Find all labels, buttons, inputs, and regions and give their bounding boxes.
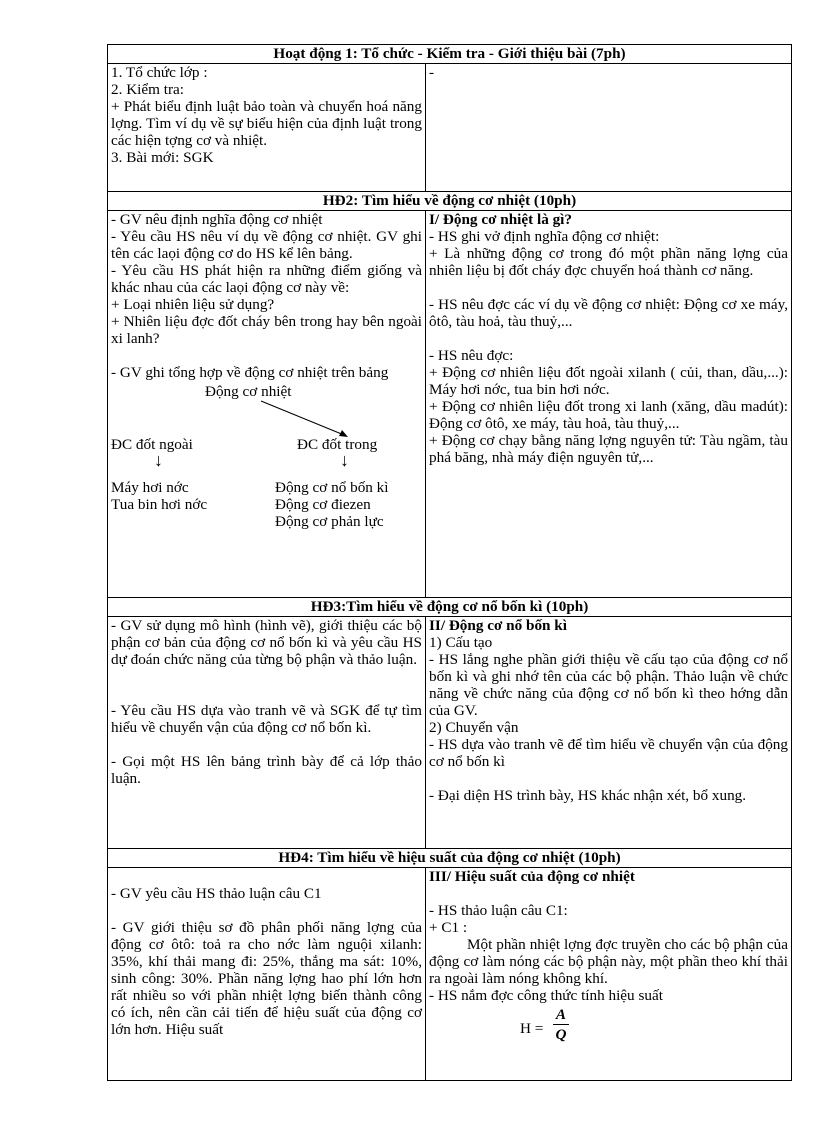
hd1-teacher-cell xyxy=(108,64,426,192)
diagram-right-item: Động cơ nổ bốn kì xyxy=(275,479,389,496)
formula-denominator: Q xyxy=(555,1026,567,1043)
hd2-title: HĐ2: Tìm hiểu về động cơ nhiệt (10ph) xyxy=(108,192,792,211)
hd4-teacher-cell xyxy=(108,868,426,1081)
formula-fraction xyxy=(553,1006,569,1043)
hd3-left-line: - Yêu cầu HS dựa vào tranh vẽ và SGK để tự tìm hiểu về chuyển vận của động cơ nổ bốn kì. xyxy=(111,702,422,736)
hd2-right-line: - HS ghi vở định nghĩa động cơ nhiệt: xyxy=(429,228,660,245)
hd1-student-cell xyxy=(426,64,792,192)
hd2-left-line: - GV nêu định nghĩa động cơ nhiệt xyxy=(111,211,323,228)
hd3-right-line: 1) Cấu tạo xyxy=(429,634,493,651)
hd2-teacher-cell xyxy=(108,211,426,598)
hd2-right-line: - HS nêu đợc các ví dụ về động cơ nhiệt: Động cơ xe máy, ôtô, tàu hoả, tàu thuỷ,... xyxy=(429,296,788,330)
hd1-left-line: 2. Kiểm tra: xyxy=(111,81,184,98)
hd2-section-title: I/ Động cơ nhiệt là gì? xyxy=(429,211,572,228)
hd4-student-cell xyxy=(426,868,792,1081)
hd4-right-line: + C1 : xyxy=(429,919,468,936)
hd2-right-line: + Động cơ nhiên liệu đốt trong xi lanh (xăng, dầu madút): Động cơ ôtô, xe máy, tàu hoả, tàu thuỷ,... xyxy=(429,398,788,432)
hd2-left-line: - GV ghi tổng hợp về động cơ nhiệt trên bảng xyxy=(111,364,389,381)
hd3-header-row xyxy=(108,598,792,617)
diagram-left-item: Tua bin hơi nớc xyxy=(111,496,208,513)
hd3-right-line: 2) Chuyển vận xyxy=(429,719,519,736)
hd1-content-row xyxy=(108,64,792,192)
hd2-content-row xyxy=(108,211,792,598)
hd4-content-row xyxy=(108,868,792,1081)
hd4-title: HĐ4: Tìm hiểu về hiệu suất của động cơ nhiệt (10ph) xyxy=(108,849,792,868)
hd4-left-line: - GV giới thiệu sơ đồ phân phối năng lợng của động cơ ôtô: toả ra cho nớc làm nguội xilanh: 35%, khí thải mang đi: 25%, thắng ma sát: 10%, sinh công: 30%. Phần năng lợng hao phí lớn hơn rất nhiều so với phần nhiệt lợng biến thành công có ích, nên cần cải tiến để hiệu suất của động cơ lớn hơn. Hiệu suất xyxy=(111,919,422,1038)
hd4-right-line: Một phần nhiệt lợng đợc truyền cho các bộ phận của động cơ làm nóng các bộ phận này, một phần theo khí thải ra ngoài làm nóng không khí. xyxy=(429,936,788,987)
hd4-header-row xyxy=(108,849,792,868)
lesson-plan-table xyxy=(107,44,792,1081)
formula-lhs: H = xyxy=(520,1020,544,1037)
hd1-right-text: - xyxy=(429,64,435,81)
diagram-right-item: Động cơ phản lực xyxy=(275,513,384,530)
diagram-left-item: Máy hơi nớc xyxy=(111,479,189,496)
hd1-header-row xyxy=(108,45,792,64)
hd3-right-line: - Đại diện HS trình bày, HS khác nhận xét, bổ xung. xyxy=(429,787,747,804)
hd1-left-line: 1. Tổ chức lớp : xyxy=(111,64,208,81)
hd2-right-line: + Là những động cơ trong đó một phần năng lợng của nhiên liệu bị đốt cháy đợc chuyển hoá thành cơ năng. xyxy=(429,245,788,279)
hd3-right-line: - HS dựa vào tranh vẽ để tìm hiểu về chuyển vận của động cơ nổ bốn kì xyxy=(429,736,788,770)
hd3-left-line: - GV sử dụng mô hình (hình vẽ), giới thiệu các bộ phận cơ bản của động cơ nổ bốn kì và yêu cầu HS dự đoán chức năng của từng bộ phận và thảo luận. xyxy=(111,617,422,668)
hd3-student-cell xyxy=(426,617,792,849)
hd2-left-line: - Yêu cầu HS nêu ví dụ về động cơ nhiệt. GV ghi tên các laọi động cơ do HS kể lên bảng. xyxy=(111,228,422,262)
hd1-title: Hoạt động 1: Tổ chức - Kiểm tra - Giới thiệu bài (7ph) xyxy=(108,45,792,64)
hd2-right-line: - HS nêu đợc: xyxy=(429,347,514,364)
hd1-left-line: 3. Bài mới: SGK xyxy=(111,149,214,166)
hd3-content-row xyxy=(108,617,792,849)
formula-numerator: A xyxy=(555,1006,567,1023)
diagram-branch-left: ĐC đốt ngoài xyxy=(111,436,193,453)
hd3-left-line: - Gọi một HS lên bảng trình bày để cả lớp thảo luận. xyxy=(111,753,422,787)
hd4-section-title: III/ Hiệu suất của động cơ nhiệt xyxy=(429,868,635,885)
hd3-section-title: II/ Động cơ nổ bốn kì xyxy=(429,617,567,634)
hd2-right-line: + Động cơ chạy bằng năng lợng nguyên tử: Tàu ngầm, tàu phá băng, nhà máy điện nguyên tử,... xyxy=(429,432,788,466)
hd1-left-line: + Phát biểu định luật bảo toàn và chuyển hoá năng lợng. Tìm ví dụ về sự biểu hiện của định luật trong các hiện tợng cơ và nhiệt. xyxy=(111,98,422,149)
down-arrow-icon: ↓ xyxy=(154,450,163,470)
hd2-left-line: + Nhiên liệu đợc đốt cháy bên trong hay bên ngoài xi lanh? xyxy=(111,313,422,347)
hd2-header-row xyxy=(108,192,792,211)
hd4-right-line: - HS thảo luận câu C1: xyxy=(429,902,568,919)
diagram-root: Động cơ nhiệt xyxy=(205,383,292,400)
diagram-branch-right: ĐC đốt trong xyxy=(297,436,378,453)
hd3-right-line: - HS lắng nghe phần giới thiệu về cấu tạo của động cơ nổ bốn kì và ghi nhớ tên của các bộ phận. Thảo luận về chức năng về chức năng của động cơ nổ bốn kì theo hớng dẫn của GV. xyxy=(429,651,788,719)
hd2-left-line: - Yêu cầu HS phát hiện ra những điểm giống và khác nhau của các laọi động cơ này về: xyxy=(111,262,422,296)
hd3-teacher-cell xyxy=(108,617,426,849)
hd2-left-line: + Loại nhiên liệu sử dụng? xyxy=(111,296,275,313)
hd2-student-cell xyxy=(426,211,792,598)
hd2-right-line: + Động cơ nhiên liệu đốt ngoài xilanh ( củi, than, dầu,...): Máy hơi nớc, tua bin hơi nớc. xyxy=(429,364,788,398)
diagram-right-item: Động cơ điezen xyxy=(275,496,371,513)
efficiency-formula xyxy=(429,1004,788,1056)
hd3-title: HĐ3:Tìm hiểu về động cơ nổ bốn kì (10ph) xyxy=(108,598,792,617)
heat-engine-diagram xyxy=(111,381,422,551)
hd4-left-line: - GV yêu cầu HS thảo luận câu C1 xyxy=(111,885,322,902)
hd4-right-line: - HS nắm đợc công thức tính hiệu suất xyxy=(429,987,663,1004)
down-arrow-icon: ↓ xyxy=(340,450,349,470)
fraction-bar xyxy=(553,1024,569,1025)
